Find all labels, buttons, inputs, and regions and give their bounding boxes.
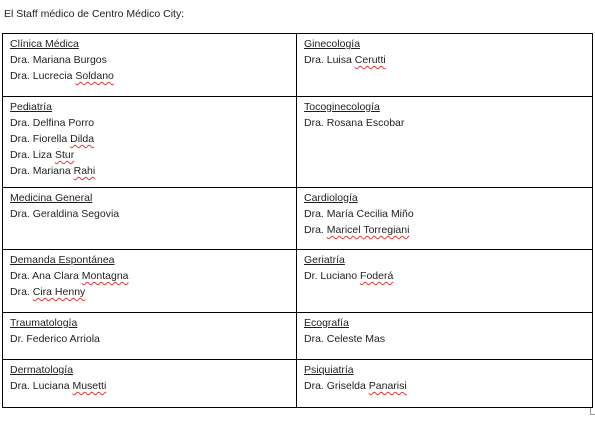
doctor-line: Dr. Luciano Foderá — [304, 270, 394, 282]
doctor-line: Dra. Fiorella Dilda — [10, 133, 95, 145]
specialty-title: Geriatría — [304, 254, 345, 266]
document-heading: El Staff médico de Centro Médico City: — [4, 8, 185, 20]
doctor-line: Dra. Geraldina Segovia — [10, 208, 120, 220]
doctor-line: Dra. Celeste Mas — [304, 333, 386, 345]
doctor-line: Dra. María Cecilia Miño — [304, 208, 414, 220]
specialty-title: Medicina General — [10, 192, 93, 204]
spelling-flagged-word: Maricel Torregiani — [326, 224, 410, 236]
doctor-line: Dra. Luciana Musetti — [10, 380, 107, 392]
specialty-title: Dermatología — [10, 364, 74, 376]
table-cell[interactable] — [3, 34, 297, 97]
doctor-line: Dra. Ana Clara Montagna — [10, 270, 129, 282]
doctor-line: Dr. Federico Arriola — [10, 333, 100, 345]
table-cell[interactable] — [3, 188, 297, 250]
table-row — [3, 250, 593, 313]
specialty-title: Demanda Espontánea — [10, 254, 115, 266]
table-cell[interactable] — [297, 188, 593, 250]
spelling-flagged-word: Musetti — [72, 380, 107, 392]
table-row — [3, 360, 593, 408]
table-cell[interactable] — [297, 313, 593, 360]
doctor-line: Dra. Mariana Rahi — [10, 165, 96, 177]
spelling-flagged-word: Montagna — [81, 270, 129, 282]
doctor-line: Dra. Liza Stur — [10, 149, 75, 161]
staff-table — [2, 33, 593, 408]
specialty-title: Clínica Médica — [10, 38, 79, 50]
doctor-line: Dra. Mariana Burgos — [10, 54, 107, 66]
spelling-flagged-word: Stur — [54, 149, 75, 161]
table-cell[interactable] — [3, 313, 297, 360]
specialty-title: Ecografía — [304, 317, 349, 329]
doctor-line: Dra. Delfina Porro — [10, 117, 95, 129]
spelling-flagged-word: Dilda — [70, 133, 95, 145]
table-cell[interactable] — [297, 34, 593, 97]
table-cell[interactable] — [3, 250, 297, 313]
table-cell[interactable] — [3, 360, 297, 408]
doctor-line: Dra. Lucrecia Soldano — [10, 70, 114, 82]
specialty-title: Ginecología — [304, 38, 361, 50]
table-row — [3, 313, 593, 360]
table-row — [3, 34, 593, 97]
doctor-line: Dra. Maricel Torregiani — [304, 224, 410, 236]
spelling-flagged-word: Rahi — [73, 165, 96, 177]
specialty-title: Psiquiatría — [304, 364, 354, 376]
specialty-title: Tocoginecología — [304, 101, 380, 113]
table-row — [3, 188, 593, 250]
table-cell[interactable] — [297, 97, 593, 188]
spelling-flagged-word: Panarisi — [368, 380, 407, 392]
doctor-line: Dra. Cira Henny — [10, 286, 86, 298]
doctor-line: Dra. Luisa Cerutti — [304, 54, 386, 66]
table-cell[interactable] — [297, 250, 593, 313]
table-end-marker — [590, 408, 595, 415]
doctor-line: Dra. Rosana Escobar — [304, 117, 405, 129]
spelling-flagged-word: Cira Henny — [32, 286, 86, 298]
table-cell[interactable] — [297, 360, 593, 408]
specialty-title: Traumatología — [10, 317, 78, 329]
spelling-flagged-word: Soldano — [75, 70, 114, 82]
table-cell[interactable] — [3, 97, 297, 188]
specialty-title: Pediatría — [10, 101, 53, 113]
spelling-flagged-word: Foderá — [360, 270, 394, 282]
spelling-flagged-word: Cerutti — [354, 54, 386, 66]
table-row — [3, 97, 593, 188]
doctor-line: Dra. Griselda Panarisi — [304, 380, 407, 392]
specialty-title: Cardiología — [304, 192, 358, 204]
